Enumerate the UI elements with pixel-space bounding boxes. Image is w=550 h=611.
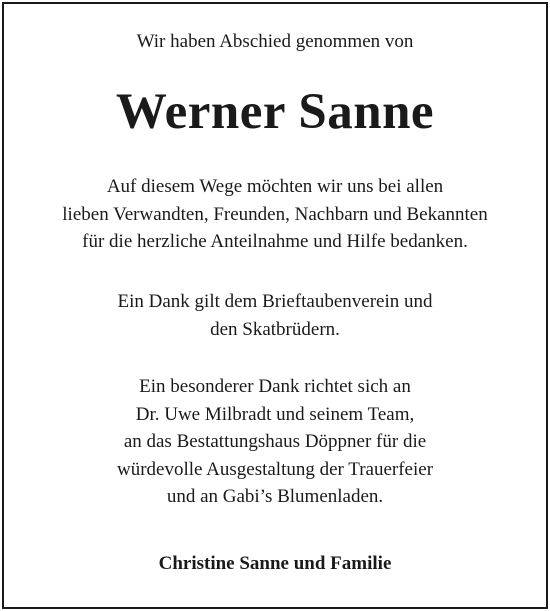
thanks-paragraph-1 bbox=[4, 173, 546, 256]
paragraph-line: würdevolle Ausgestaltung der Trauerfeier bbox=[116, 458, 434, 480]
paragraph-line: lieben Verwandten, Freunden, Nachbarn und Bekannten bbox=[62, 203, 488, 225]
thanks-paragraph-2 bbox=[4, 288, 546, 343]
paragraph-line: Auf diesem Wege möchten wir uns bei allen bbox=[106, 176, 444, 197]
paragraph-line: an das Bestattungshaus Döppner für die bbox=[123, 431, 427, 452]
paragraph-line: Ein Dank gilt dem Brieftaubenverein und bbox=[117, 291, 433, 312]
paragraph-line: und an Gabi’s Blumenladen. bbox=[166, 486, 384, 507]
intro-text: Wir haben Abschied genommen von bbox=[136, 31, 414, 52]
deceased-name: Werner Sanne bbox=[115, 84, 435, 140]
signature: Christine Sanne und Familie bbox=[158, 553, 392, 574]
paragraph-line: für die herzliche Anteilnahme und Hilfe bedanken. bbox=[82, 231, 468, 252]
paragraph-line: Ein besonderer Dank richtet sich an bbox=[139, 376, 411, 397]
thanks-paragraph-3 bbox=[4, 373, 546, 511]
paragraph-line: den Skatbrüdern. bbox=[210, 318, 340, 340]
paragraph-line: Dr. Uwe Milbradt und seinem Team, bbox=[135, 403, 415, 425]
obituary-notice-frame bbox=[2, 2, 548, 609]
